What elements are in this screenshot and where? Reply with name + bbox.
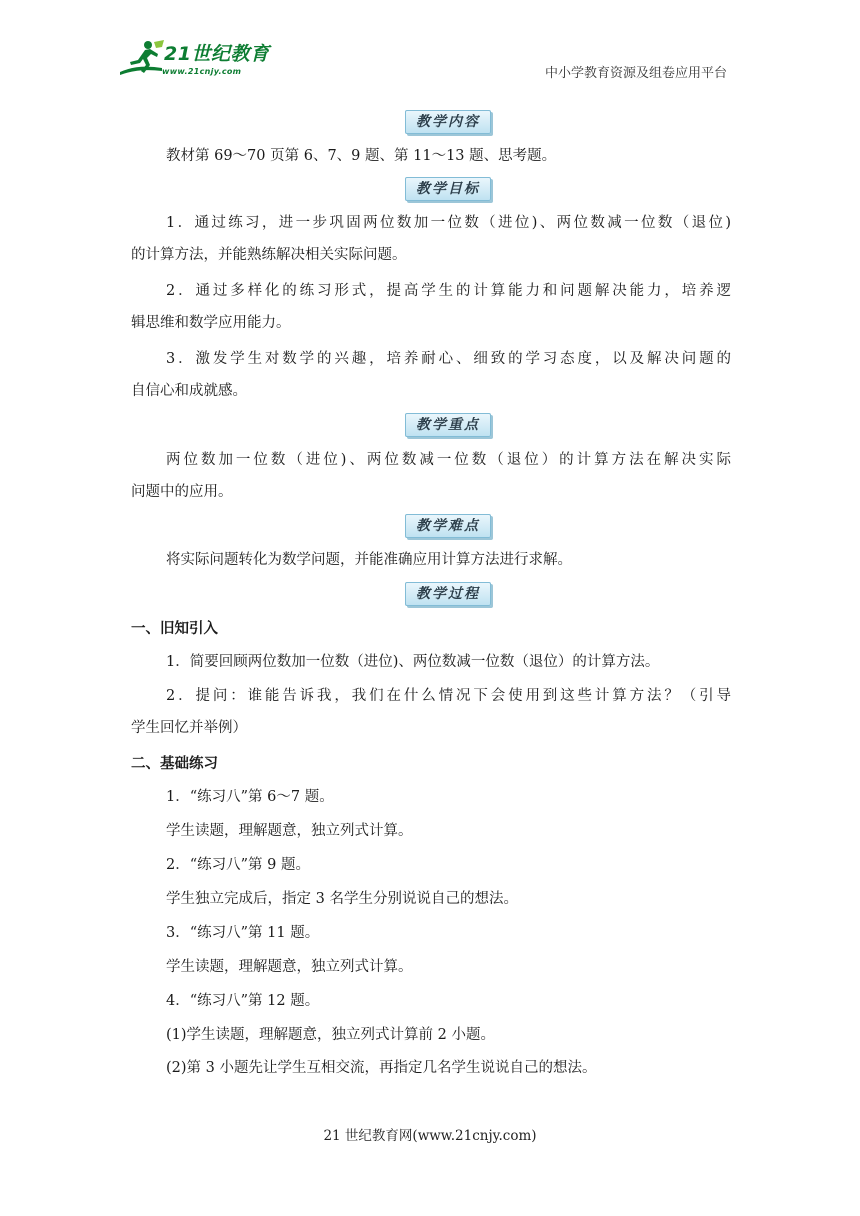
key-points-line-1: 两位数加一位数（进位)、两位数减一位数（退位）的计算方法在解决实际 [166, 452, 731, 468]
part-1-item-2-line-2: 学生回忆并举例） [131, 720, 247, 736]
objective-1-line-1: 1．通过练习，进一步巩固两位数加一位数（进位)、两位数减一位数（退位) [166, 215, 731, 231]
objective-1-line-2: 的计算方法，并能熟练解决相关实际问题。 [131, 247, 407, 263]
logo-name: 21世纪教育 [164, 43, 270, 65]
objective-3-line-1: 3．激发学生对数学的兴趣，培养耐心、细致的学习态度，以及解决问题的 [166, 351, 731, 367]
key-points-line-2: 问题中的应用。 [131, 484, 233, 500]
page-header [0, 0, 860, 100]
objective-2-line-1: 2．通过多样化的练习形式，提高学生的计算能力和问题解决能力，培养逻 [166, 283, 731, 299]
exercise-4-sub-2: (2)第 3 小题先让学生互相交流，再指定几名学生说说自己的想法。 [166, 1060, 597, 1076]
platform-name: 中小学教育资源及组卷应用平台 [544, 66, 727, 81]
exercise-4-title: 4．“练习八”第 12 题。 [166, 993, 320, 1009]
exercise-2-desc: 学生独立完成后，指定 3 名学生分别说说自己的想法。 [166, 891, 518, 907]
content-text: 教材第 69～70 页第 6、7、9 题、第 11～13 题、思考题。 [166, 148, 557, 164]
section-badge-content: 教学内容 [405, 110, 491, 134]
exercise-1-desc: 学生读题，理解题意，独立列式计算。 [166, 823, 413, 839]
exercise-3-title: 3．“练习八”第 11 题。 [166, 925, 320, 941]
objective-3-line-2: 自信心和成就感。 [131, 383, 247, 399]
section-badge-key-points: 教学重点 [405, 413, 491, 437]
exercise-1-title: 1．“练习八”第 6～7 题。 [166, 789, 334, 805]
exercise-3-desc: 学生读题，理解题意，独立列式计算。 [166, 959, 413, 975]
site-logo[interactable] [118, 38, 288, 84]
objective-2-line-2: 辑思维和数学应用能力。 [131, 315, 291, 331]
exercise-2-title: 2．“练习八”第 9 题。 [166, 857, 310, 873]
section-badge-difficulties: 教学难点 [405, 514, 491, 538]
part-1-heading: 一、旧知引入 [131, 621, 218, 637]
exercise-4-sub-1: (1)学生读题，理解题意，独立列式计算前 2 小题。 [166, 1027, 495, 1043]
difficulties-text: 将实际问题转化为数学问题，并能准确应用计算方法进行求解。 [166, 552, 572, 568]
part-1-item-1: 1．简要回顾两位数加一位数（进位)、两位数减一位数（退位）的计算方法。 [166, 654, 660, 670]
section-badge-objectives: 教学目标 [405, 177, 491, 201]
section-badge-process: 教学过程 [405, 582, 491, 606]
logo-url: www.21cnjy.com [162, 67, 242, 76]
runner-icon [118, 38, 166, 80]
page-footer: 21 世纪教育网(www.21cnjy.com) [323, 1128, 537, 1144]
part-1-item-2-line-1: 2．提问：谁能告诉我，我们在什么情况下会使用到这些计算方法？（引导 [166, 688, 731, 704]
part-2-heading: 二、基础练习 [131, 756, 218, 772]
